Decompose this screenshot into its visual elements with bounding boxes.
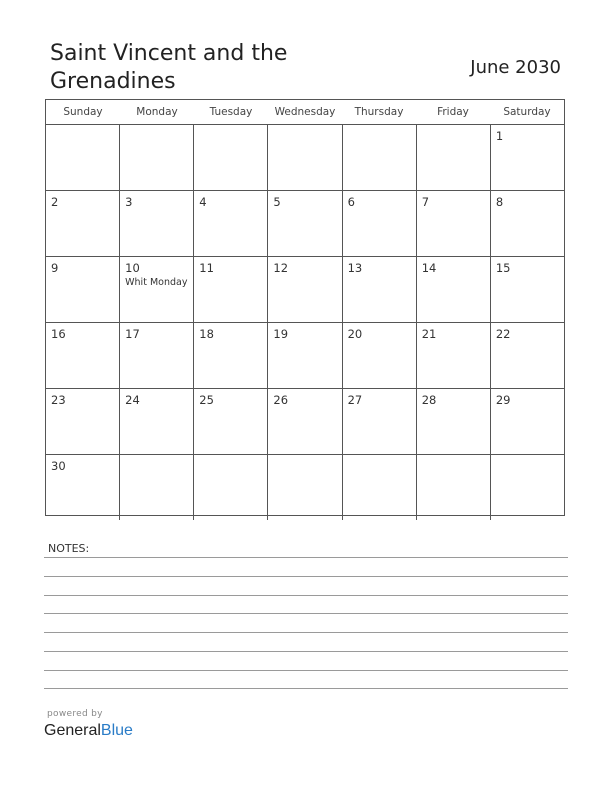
day-number: 5: [273, 195, 281, 209]
day-number: 16: [51, 327, 66, 341]
day-number: 2: [51, 195, 59, 209]
day-cell: [343, 455, 417, 520]
day-cell: [120, 323, 194, 388]
day-cell: [46, 455, 120, 520]
holiday-label: Whit Monday: [125, 277, 188, 288]
day-cell: [194, 257, 268, 322]
generalblue-logo: [44, 721, 133, 741]
day-number: 8: [495, 195, 504, 209]
day-cell: [46, 125, 120, 190]
day-cell: [417, 323, 491, 388]
day-cell: [194, 191, 268, 256]
day-number: 18: [199, 327, 214, 341]
weekday-monday: Monday: [136, 106, 178, 118]
day-number: 21: [421, 327, 437, 341]
day-cell: [268, 389, 342, 454]
notes-label: NOTES:: [48, 542, 90, 555]
day-number: 26: [273, 393, 289, 407]
day-cell: [417, 125, 491, 190]
day-cell: [417, 191, 491, 256]
week-row: [46, 323, 564, 389]
powered-by-text: powered by: [47, 709, 103, 719]
notes-line: [44, 595, 568, 596]
day-number: 3: [125, 195, 133, 209]
calendar-grid: [45, 99, 565, 516]
day-number: 1: [495, 129, 504, 143]
day-number: 6: [347, 195, 355, 209]
notes-line: [44, 613, 568, 614]
brand-blue-text: Blue: [100, 722, 133, 739]
day-number: 22: [495, 327, 511, 341]
day-cell: [417, 389, 491, 454]
day-number: 7: [421, 195, 430, 209]
notes-line: [44, 557, 568, 558]
day-number: 9: [51, 261, 59, 275]
day-number: 23: [51, 393, 66, 407]
day-cell: [194, 455, 268, 520]
month-year-label: June 2030: [470, 57, 561, 78]
day-cell: [46, 323, 120, 388]
day-cell: [491, 191, 564, 256]
weekday-sunday: Sunday: [63, 106, 103, 118]
day-number: 4: [199, 195, 207, 209]
day-number: 24: [125, 393, 140, 407]
calendar-title: [50, 40, 350, 96]
day-cell: [343, 257, 417, 322]
day-number: 29: [495, 393, 511, 407]
day-cell: [120, 455, 194, 520]
day-number: 10: [125, 261, 140, 275]
day-number: 27: [347, 393, 363, 407]
day-cell: [491, 257, 564, 322]
day-cell: [268, 191, 342, 256]
day-cell: [194, 125, 268, 190]
day-number: 20: [347, 327, 363, 341]
day-cell: [417, 455, 491, 520]
day-cell: [268, 257, 342, 322]
day-cell: [120, 257, 194, 322]
day-number: 28: [421, 393, 437, 407]
country-name-line-1: Saint Vincent and the: [50, 41, 288, 66]
country-name-line-2: Grenadines: [50, 69, 176, 94]
week-row: [46, 257, 564, 323]
week-row: [46, 191, 564, 257]
day-cell: [268, 125, 342, 190]
day-cell: [343, 125, 417, 190]
day-cell: [46, 191, 120, 256]
day-number: 12: [273, 261, 289, 275]
notes-line: [44, 576, 568, 577]
day-cell: [417, 257, 491, 322]
day-cell: [343, 323, 417, 388]
notes-line: [44, 632, 568, 633]
day-cell: [194, 389, 268, 454]
week-row: [46, 389, 564, 455]
weekday-thursday: Thursday: [354, 106, 404, 118]
day-cell: [120, 389, 194, 454]
day-cell: [491, 323, 564, 388]
day-cell: [491, 455, 564, 520]
weekday-saturday: Saturday: [503, 106, 551, 118]
week-row: [46, 455, 564, 520]
day-cell: [194, 323, 268, 388]
weekday-header-row: [46, 100, 564, 125]
day-number: 15: [495, 261, 511, 275]
day-number: 11: [199, 261, 214, 275]
week-row: [46, 125, 564, 191]
day-cell: [268, 323, 342, 388]
day-cell: [268, 455, 342, 520]
day-cell: [491, 125, 564, 190]
weekday-friday: Friday: [437, 106, 469, 118]
brand-general-text: General: [44, 722, 101, 739]
day-cell: [120, 191, 194, 256]
notes-line: [44, 670, 568, 671]
day-number: 17: [125, 327, 140, 341]
weekday-tuesday: Tuesday: [209, 106, 253, 118]
day-cell: [46, 257, 120, 322]
notes-line: [44, 651, 568, 652]
day-number: 13: [347, 261, 363, 275]
weekday-wednesday: Wednesday: [274, 106, 336, 118]
day-number: 25: [199, 393, 214, 407]
notes-line: [44, 688, 568, 689]
day-cell: [343, 389, 417, 454]
day-cell: [120, 125, 194, 190]
day-number: 30: [51, 459, 66, 473]
day-number: 19: [273, 327, 289, 341]
day-cell: [343, 191, 417, 256]
day-number: 14: [421, 261, 437, 275]
day-cell: [46, 389, 120, 454]
day-cell: [491, 389, 564, 454]
